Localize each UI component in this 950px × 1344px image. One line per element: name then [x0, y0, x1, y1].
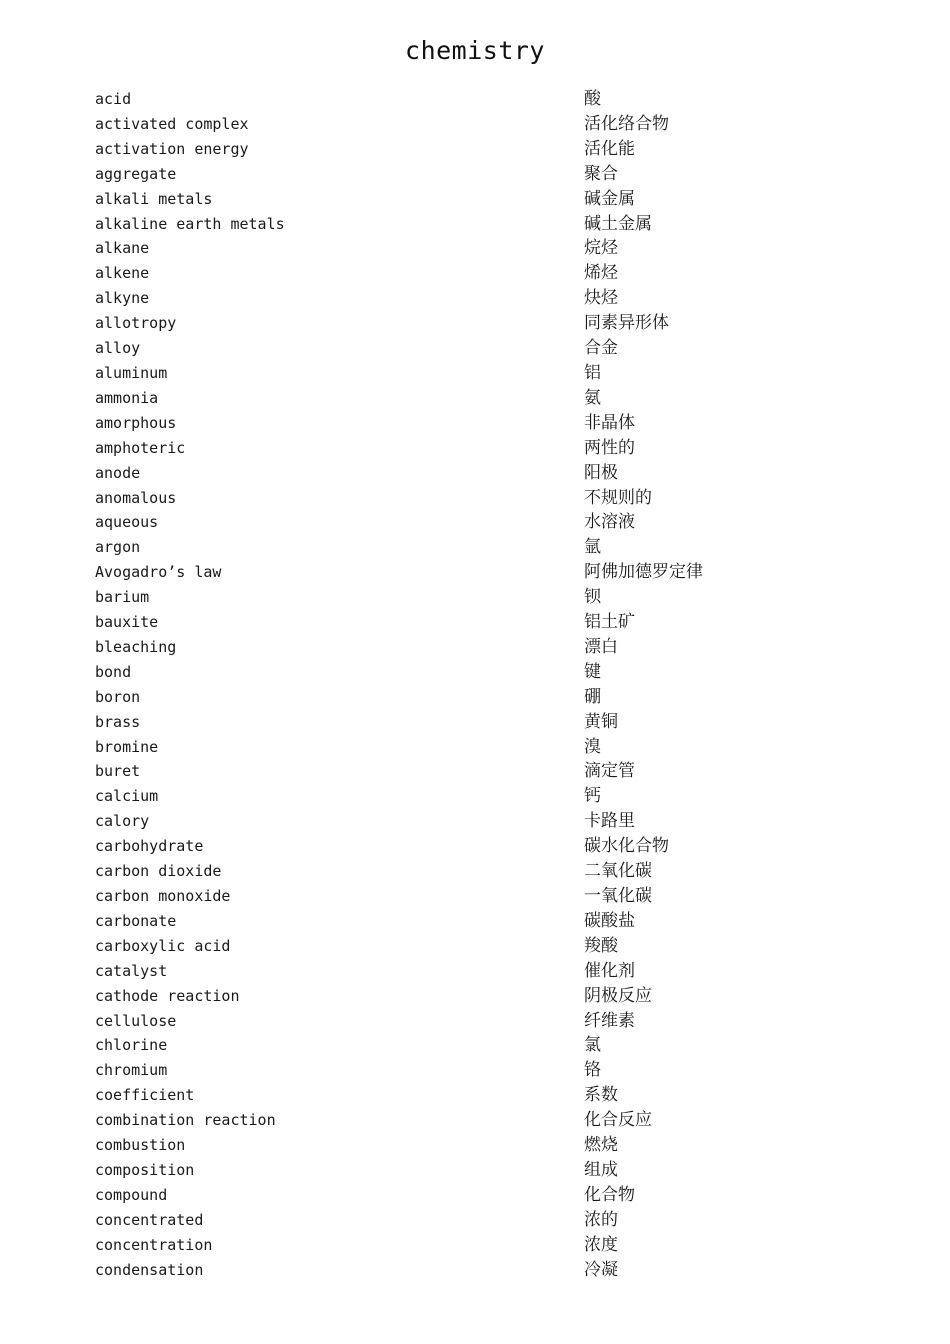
glossary-row — [95, 87, 915, 112]
glossary-term: bleaching — [95, 637, 177, 656]
glossary-term: anomalous — [95, 488, 177, 507]
glossary-row — [95, 1233, 915, 1258]
glossary-term: carboxylic acid — [95, 936, 231, 955]
glossary-translation: 活化络合物 — [584, 113, 669, 134]
glossary-translation: 碳酸盐 — [584, 910, 635, 931]
glossary-row — [95, 735, 915, 760]
glossary-row — [95, 411, 915, 436]
glossary-term: alkene — [95, 264, 150, 283]
glossary-row — [95, 635, 915, 660]
glossary-translation: 阳极 — [584, 462, 618, 483]
glossary-term: bond — [95, 662, 132, 681]
glossary-row — [95, 286, 915, 311]
glossary-row — [95, 361, 915, 386]
glossary-translation: 合金 — [584, 338, 618, 359]
glossary-translation: 键 — [584, 661, 601, 682]
glossary-term: barium — [95, 588, 150, 607]
glossary-row — [95, 386, 915, 411]
glossary-row — [95, 1258, 915, 1283]
glossary-translation: 卡路里 — [584, 811, 635, 832]
glossary-translation: 氩 — [584, 537, 601, 558]
glossary-term: alkaline earth metals — [95, 214, 285, 233]
glossary-translation: 催化剂 — [584, 960, 635, 981]
glossary-row — [95, 1208, 915, 1233]
glossary-term: compound — [95, 1185, 168, 1204]
glossary-translation: 活化能 — [584, 138, 635, 159]
glossary-row — [95, 660, 915, 685]
glossary-translation: 碱土金属 — [584, 213, 652, 234]
glossary-row — [95, 236, 915, 261]
glossary-translation: 钙 — [584, 786, 601, 807]
glossary-term: argon — [95, 538, 141, 557]
glossary-term: aqueous — [95, 513, 159, 532]
glossary-translation: 化合反应 — [584, 1110, 652, 1131]
glossary-row — [95, 162, 915, 187]
glossary-row — [95, 535, 915, 560]
glossary-row — [95, 187, 915, 212]
glossary-row — [95, 685, 915, 710]
glossary-translation: 烯烃 — [584, 263, 618, 284]
glossary-row — [95, 710, 915, 735]
glossary-term: boron — [95, 687, 141, 706]
glossary-translation: 炔烃 — [584, 288, 618, 309]
glossary-term: bromine — [95, 737, 159, 756]
glossary-row — [95, 560, 915, 585]
glossary-row — [95, 984, 915, 1009]
glossary-translation: 浓度 — [584, 1234, 618, 1255]
glossary-row — [95, 112, 915, 137]
glossary-term: concentrated — [95, 1210, 204, 1229]
glossary-translation: 黄铜 — [584, 711, 618, 732]
glossary-translation: 系数 — [584, 1085, 618, 1106]
glossary-row — [95, 311, 915, 336]
glossary-translation: 非晶体 — [584, 412, 635, 433]
glossary-translation: 钡 — [584, 587, 601, 608]
glossary-translation: 化合物 — [584, 1184, 635, 1205]
glossary-row — [95, 934, 915, 959]
glossary-term: concentration — [95, 1235, 213, 1254]
glossary-translation: 阴极反应 — [584, 985, 652, 1006]
glossary-row — [95, 959, 915, 984]
glossary-row — [95, 784, 915, 809]
glossary-translation: 氨 — [584, 387, 601, 408]
glossary-translation: 浓的 — [584, 1209, 618, 1230]
glossary-row — [95, 1083, 915, 1108]
glossary-row — [95, 1009, 915, 1034]
glossary-term: Avogadro’s law — [95, 563, 222, 582]
glossary-term: ammonia — [95, 388, 159, 407]
glossary-term: amphoteric — [95, 438, 186, 457]
glossary-term: carbon monoxide — [95, 887, 231, 905]
glossary-term: catalyst — [95, 961, 168, 980]
glossary-term: cathode reaction — [95, 986, 240, 1005]
glossary-term: chlorine — [95, 1036, 168, 1055]
glossary-row — [95, 1108, 915, 1133]
glossary-translation: 二氧化碳 — [584, 861, 652, 882]
glossary-translation: 组成 — [584, 1159, 618, 1180]
glossary-row — [95, 436, 915, 461]
glossary-list — [95, 87, 915, 1283]
glossary-term: acid — [95, 90, 132, 108]
glossary-row — [95, 1033, 915, 1058]
glossary-row — [95, 137, 915, 162]
glossary-translation: 冷凝 — [584, 1259, 618, 1280]
glossary-term: alkali metals — [95, 189, 213, 208]
glossary-term: aluminum — [95, 363, 168, 382]
glossary-row — [95, 585, 915, 610]
glossary-translation: 羧酸 — [584, 935, 618, 956]
glossary-row — [95, 909, 915, 934]
glossary-translation: 燃烧 — [584, 1135, 618, 1156]
glossary-row — [95, 510, 915, 535]
glossary-row — [95, 759, 915, 784]
glossary-term: alkane — [95, 239, 150, 258]
glossary-translation: 滴定管 — [584, 761, 635, 782]
glossary-row — [95, 809, 915, 834]
glossary-translation: 铝 — [584, 362, 601, 383]
glossary-translation: 水溶液 — [584, 512, 635, 533]
glossary-row — [95, 336, 915, 361]
glossary-row — [95, 212, 915, 237]
glossary-translation: 铝土矿 — [584, 612, 635, 633]
glossary-translation: 不规则的 — [584, 487, 652, 508]
glossary-row — [95, 261, 915, 286]
glossary-term: condensation — [95, 1260, 204, 1279]
glossary-row — [95, 610, 915, 635]
glossary-row — [95, 486, 915, 511]
glossary-row — [95, 884, 915, 909]
glossary-translation: 氯 — [584, 1035, 601, 1056]
glossary-translation: 聚合 — [584, 163, 618, 184]
glossary-translation: 碱金属 — [584, 188, 635, 209]
glossary-row — [95, 859, 915, 884]
glossary-row — [95, 461, 915, 486]
glossary-row — [95, 1158, 915, 1183]
glossary-term: buret — [95, 762, 141, 781]
glossary-term: carbon dioxide — [95, 862, 222, 881]
glossary-term: chromium — [95, 1061, 168, 1080]
glossary-row — [95, 1183, 915, 1208]
glossary-translation: 酸 — [584, 89, 601, 109]
glossary-term: activated complex — [95, 114, 249, 133]
page-title: chemistry — [405, 36, 545, 65]
glossary-term: allotropy — [95, 314, 177, 333]
glossary-term: alloy — [95, 339, 141, 358]
glossary-translation: 碳水化合物 — [584, 836, 669, 857]
glossary-term: carbohydrate — [95, 837, 204, 856]
glossary-translation: 硼 — [584, 686, 601, 707]
glossary-translation: 烷烃 — [584, 238, 618, 259]
glossary-row — [95, 834, 915, 859]
glossary-term: activation energy — [95, 139, 249, 158]
glossary-term: bauxite — [95, 613, 159, 632]
glossary-term: calcium — [95, 787, 159, 806]
glossary-term: amorphous — [95, 413, 177, 432]
glossary-term: anode — [95, 463, 141, 482]
glossary-translation: 溴 — [584, 736, 601, 757]
glossary-translation: 同素异形体 — [584, 313, 669, 334]
glossary-row — [95, 1058, 915, 1083]
glossary-translation: 纤维素 — [584, 1010, 635, 1031]
glossary-term: brass — [95, 712, 141, 731]
glossary-term: cellulose — [95, 1011, 177, 1030]
glossary-term: combination reaction — [95, 1111, 276, 1130]
glossary-term: calory — [95, 812, 150, 831]
glossary-term: coefficient — [95, 1086, 195, 1105]
glossary-translation: 漂白 — [584, 636, 618, 657]
glossary-term: aggregate — [95, 164, 177, 183]
glossary-term: alkyne — [95, 289, 150, 308]
glossary-row — [95, 1133, 915, 1158]
glossary-translation: 两性的 — [584, 437, 635, 458]
glossary-translation: 阿佛加德罗定律 — [584, 562, 703, 583]
glossary-term: composition — [95, 1160, 195, 1179]
glossary-term: combustion — [95, 1136, 186, 1155]
glossary-translation: 铬 — [584, 1060, 601, 1081]
glossary-term: carbonate — [95, 911, 177, 930]
glossary-translation: 一氧化碳 — [584, 886, 652, 906]
